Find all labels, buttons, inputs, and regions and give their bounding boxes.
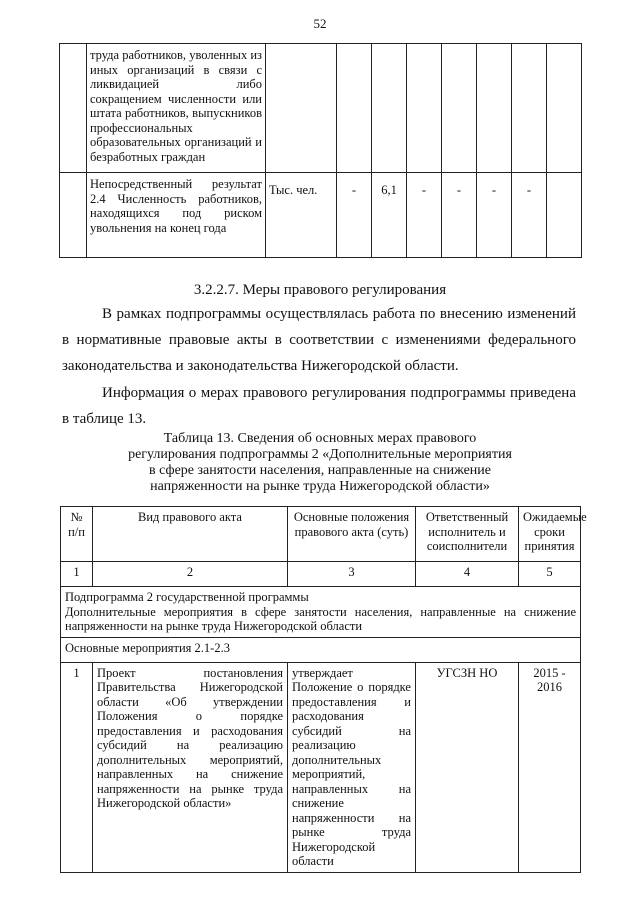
table-row [60, 44, 582, 173]
value-cell [477, 44, 512, 173]
activities-cell: Основные мероприятия 2.1-2.3 [61, 637, 581, 662]
index-cell: 4 [416, 562, 519, 587]
value-cell: - [337, 173, 372, 258]
value-cell: - [407, 173, 442, 258]
paragraph: В рамках подпрограммы осуществлялась работа по внесению изменений в нормативные правовые акты в соответствии с изменениями федерального законодательства и законодательства Нижегородской области. [62, 306, 576, 374]
header-cell: Основные положения правового акта (суть) [288, 507, 416, 562]
section-heading: 3.2.2.7. Меры правового регулирования [193, 282, 447, 298]
caption-line: напряженности на рынке труда Нижегородской области» [150, 479, 490, 494]
column-index-row [61, 562, 581, 587]
value-cell: 6,1 [372, 173, 407, 258]
table-caption [90, 431, 550, 495]
value-cell: - [442, 173, 477, 258]
index-cell: 2 [93, 562, 288, 587]
row-number: 1 [61, 662, 93, 872]
table-row [61, 662, 581, 872]
index-cell: 3 [288, 562, 416, 587]
table-cell [60, 44, 87, 173]
subprogram-title: Подпрограмма 2 государственной программы [65, 590, 309, 604]
term-cell: 2015 - 2016 [519, 662, 581, 872]
value-cell [547, 173, 582, 258]
value-cell [337, 44, 372, 173]
subprogram-row [61, 587, 581, 638]
value-cell: - [477, 173, 512, 258]
unit-cell: Тыс. чел. [266, 173, 337, 258]
indicator-description: Непосредственный результат 2.4 Численность работников, находящихся под риском увольнения на конец года [87, 173, 266, 258]
header-cell: Ответственный исполнитель и соисполнители [416, 507, 519, 562]
essence-cell: утверждает Положение о порядке предоставления и расходования субсидий на реализацию дополнительных мероприятий, направленных на снижение напряженности на рынке труда Нижегородской области [288, 662, 416, 872]
value-cell [372, 44, 407, 173]
value-cell [407, 44, 442, 173]
caption-line: регулирования подпрограммы 2 «Дополнительные мероприятия [128, 447, 512, 462]
table-header-row [61, 507, 581, 562]
executor-cell: УГСЗН НО [416, 662, 519, 872]
value-cell: - [512, 173, 547, 258]
header-cell: Вид правового акта [93, 507, 288, 562]
table-cell [60, 173, 87, 258]
table-row [60, 173, 582, 258]
subprogram-cell [61, 587, 581, 638]
index-cell: 1 [61, 562, 93, 587]
subprogram-description: Дополнительные мероприятия в сфере занятости населения, направленные на снижение напряженности на рынке труда Нижегородской области [65, 604, 576, 633]
header-cell: Ожидаемые сроки принятия [519, 507, 581, 562]
caption-line: в сфере занятости населения, направленные на снижение [149, 463, 491, 478]
caption-line: Таблица 13. Сведения об основных мерах правового [163, 431, 477, 446]
paragraph: Информация о мерах правового регулирования подпрограммы приведена в таблице 13. [62, 385, 576, 427]
value-cell [547, 44, 582, 173]
continuation-table [59, 43, 582, 258]
value-cell [442, 44, 477, 173]
legal-act-cell: Проект постановления Правительства Нижегородской области «Об утверждении Положения о порядке предоставления и расходования субсидий на реализацию дополнительных мероприятий, направленных на снижение напряженности на рынке труда Нижегородской области» [93, 662, 288, 872]
page-number: 52 [313, 16, 327, 31]
index-cell: 5 [519, 562, 581, 587]
indicator-description: труда работников, уволенных из иных организаций в связи с ликвидацией либо сокращением численности или штата работников, выпускников профессиональных образовательных организаций и безработных граждан [87, 44, 266, 173]
header-cell: № п/п [61, 507, 93, 562]
value-cell [512, 44, 547, 173]
activities-row [61, 637, 581, 662]
unit-cell [266, 44, 337, 173]
legal-measures-table [60, 506, 587, 873]
